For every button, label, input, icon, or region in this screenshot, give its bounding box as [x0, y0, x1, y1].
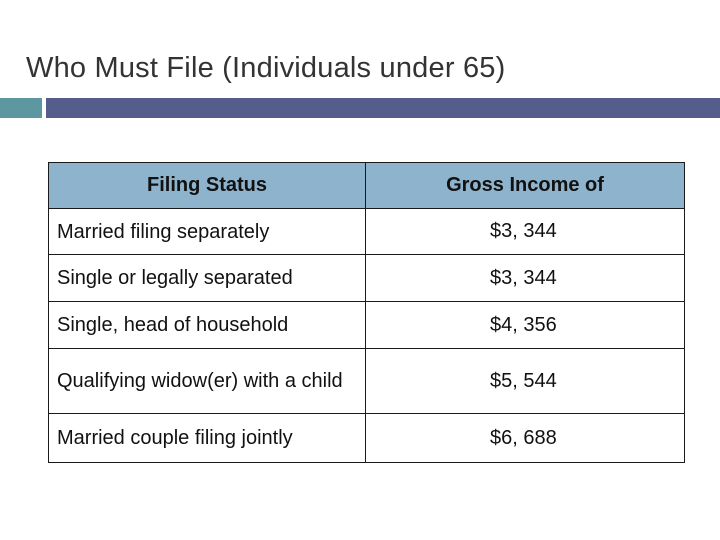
row-filing-status: Single, head of household	[49, 302, 366, 349]
table-row	[49, 349, 685, 414]
row-gross-income: $6, 688	[366, 414, 685, 463]
accent-block-teal	[0, 98, 42, 118]
filing-requirements-table	[48, 162, 685, 463]
slide-title: Who Must File (Individuals under 65)	[26, 52, 506, 84]
row-filing-status: Married couple filing jointly	[49, 414, 366, 463]
table-header-row	[49, 163, 685, 209]
table-row	[49, 255, 685, 302]
row-gross-income: $3, 344	[366, 209, 685, 255]
row-gross-income: $3, 344	[366, 255, 685, 302]
row-filing-status: Single or legally separated	[49, 255, 366, 302]
table-row	[49, 302, 685, 349]
accent-bar	[46, 98, 720, 118]
header-gross-income: Gross Income of	[366, 163, 685, 209]
row-filing-status: Married filing separately	[49, 209, 366, 255]
table-row	[49, 209, 685, 255]
row-gross-income: $4, 356	[366, 302, 685, 349]
header-filing-status: Filing Status	[49, 163, 366, 209]
row-gross-income: $5, 544	[366, 349, 685, 414]
table-row	[49, 414, 685, 463]
row-filing-status: Qualifying widow(er) with a child	[49, 349, 366, 414]
